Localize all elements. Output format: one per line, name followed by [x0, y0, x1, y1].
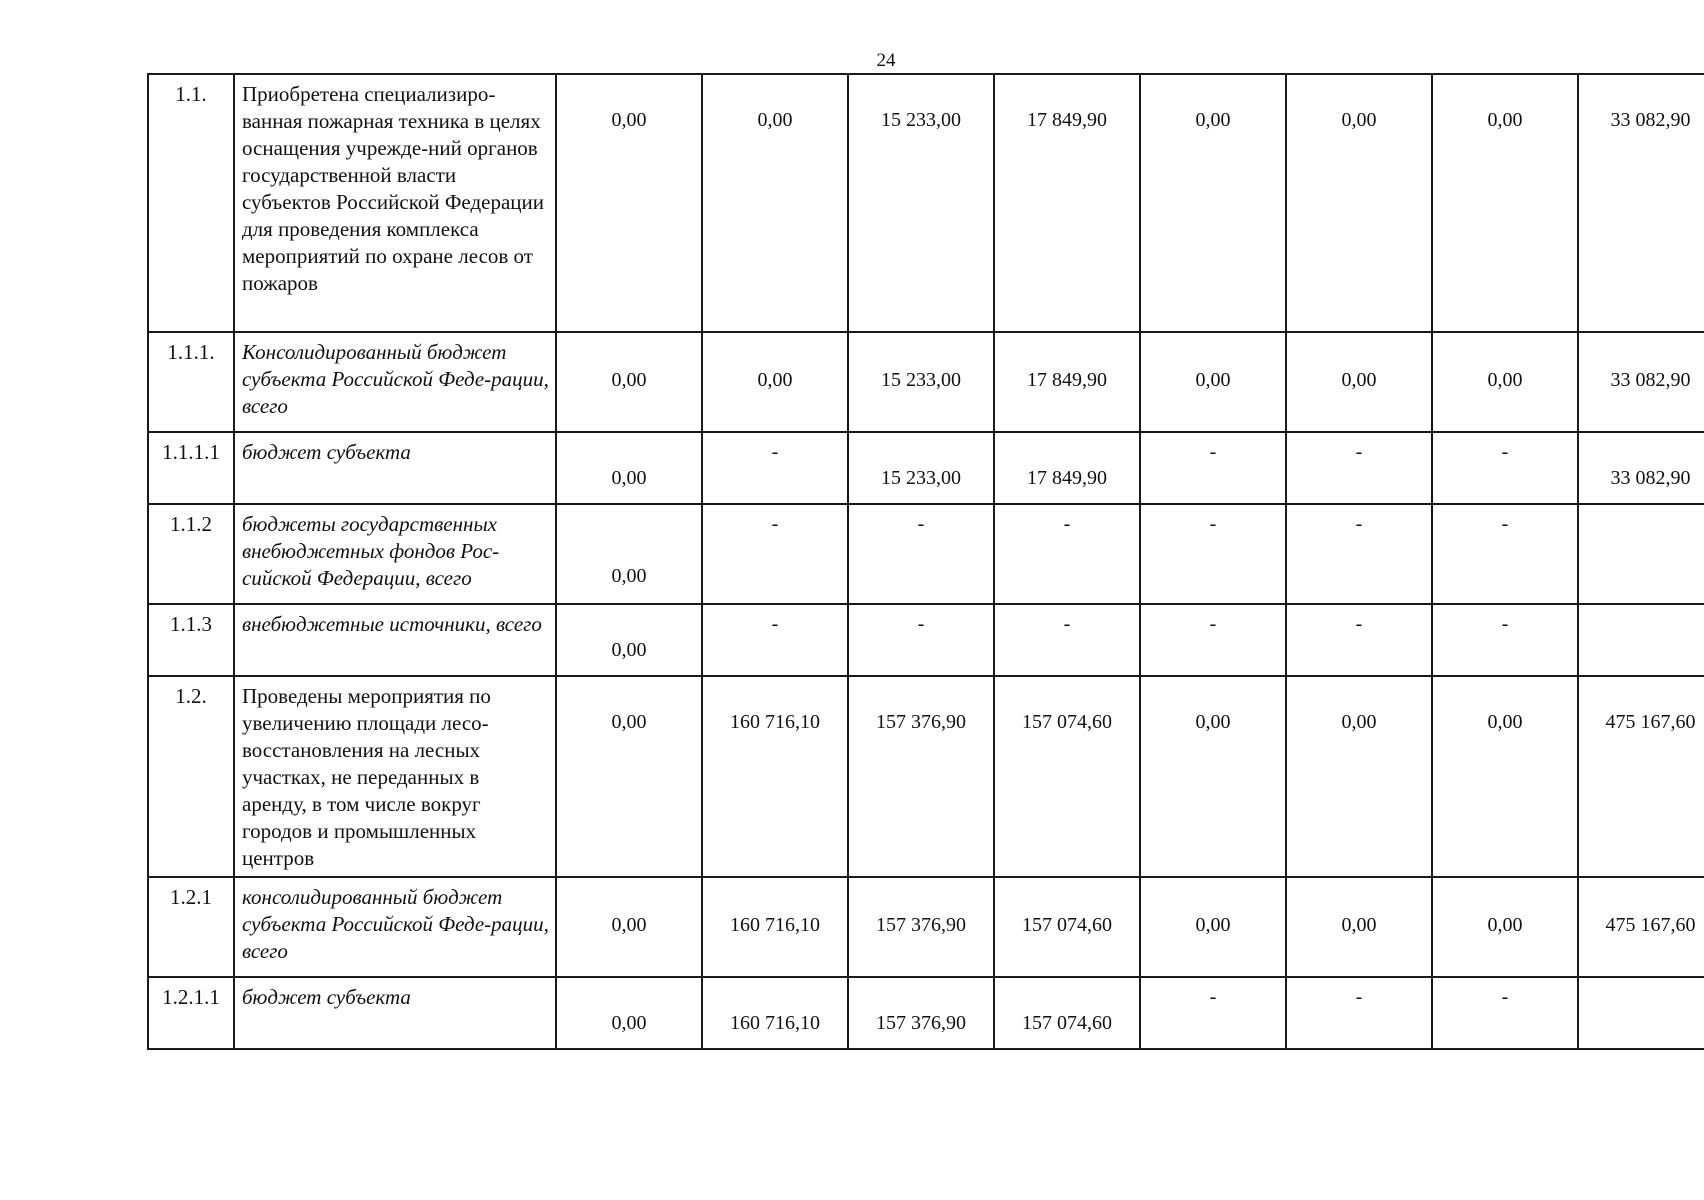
value-cell	[1432, 74, 1578, 332]
value-cell	[994, 74, 1140, 332]
cell-value	[1579, 505, 1704, 511]
value-cell	[702, 504, 848, 604]
cell-value: -	[1355, 613, 1363, 635]
table-body	[148, 74, 1704, 1049]
cell-value	[1579, 978, 1704, 984]
value-cell	[1286, 604, 1432, 676]
value-cell	[994, 432, 1140, 504]
cell-value: 0,00	[611, 565, 647, 587]
value-cell	[994, 977, 1140, 1049]
table-row	[148, 977, 1704, 1049]
value-cell	[1578, 604, 1704, 676]
table-row	[148, 604, 1704, 676]
cell-value: 0,00	[611, 914, 647, 936]
row-description: внебюджетные источники, всего	[234, 604, 556, 676]
cell-value: 160 716,10	[730, 711, 820, 733]
value-cell	[1286, 432, 1432, 504]
value-cell	[994, 504, 1140, 604]
cell-value: 0,00	[1195, 711, 1231, 733]
cell-value: 157 074,60	[1022, 1012, 1112, 1034]
cell-value: 0,00	[1487, 109, 1523, 131]
row-description: бюджет субъекта	[234, 977, 556, 1049]
value-cell	[1286, 504, 1432, 604]
value-cell	[1432, 877, 1578, 977]
cell-value: -	[1355, 513, 1363, 535]
row-description: Проведены мероприятия по увеличению площади лесо-восстановления на лесных участках, не переданных в аренду, в том числе вокруг городов и промышленных центров	[234, 676, 556, 877]
value-cell	[702, 332, 848, 432]
cell-value: 0,00	[757, 369, 793, 391]
cell-value: 0,00	[1487, 369, 1523, 391]
value-cell	[556, 504, 702, 604]
row-number: 1.2.1	[148, 877, 234, 977]
cell-value: -	[771, 441, 779, 463]
value-cell	[1578, 504, 1704, 604]
value-cell	[1286, 74, 1432, 332]
value-cell	[1286, 977, 1432, 1049]
financing-table	[147, 73, 1704, 1050]
value-cell	[556, 432, 702, 504]
cell-value: -	[1501, 986, 1509, 1008]
value-cell	[556, 676, 702, 877]
value-cell	[702, 604, 848, 676]
page-number: 24	[876, 50, 896, 71]
value-cell	[1140, 74, 1286, 332]
value-cell	[848, 504, 994, 604]
cell-value: 17 849,90	[1027, 467, 1107, 489]
cell-value: -	[1355, 986, 1363, 1008]
cell-value: 17 849,90	[1027, 109, 1107, 131]
value-cell	[1140, 332, 1286, 432]
cell-value	[1579, 605, 1704, 611]
value-cell	[1140, 877, 1286, 977]
value-cell	[702, 432, 848, 504]
value-cell	[1140, 676, 1286, 877]
table-row	[148, 504, 1704, 604]
cell-value: 0,00	[611, 711, 647, 733]
table-row	[148, 676, 1704, 877]
cell-value: 0,00	[611, 639, 647, 661]
row-number: 1.2.1.1	[148, 977, 234, 1049]
value-cell	[994, 604, 1140, 676]
cell-value: 0,00	[611, 369, 647, 391]
cell-value: -	[1355, 441, 1363, 463]
value-cell	[702, 74, 848, 332]
cell-value: 0,00	[1341, 369, 1377, 391]
cell-value: 0,00	[611, 109, 647, 131]
value-cell	[1578, 332, 1704, 432]
value-cell	[1286, 877, 1432, 977]
value-cell	[1432, 504, 1578, 604]
value-cell	[556, 977, 702, 1049]
value-cell	[994, 332, 1140, 432]
table-row	[148, 332, 1704, 432]
cell-value: 0,00	[611, 1012, 647, 1034]
table-row	[148, 432, 1704, 504]
value-cell	[848, 332, 994, 432]
value-cell	[848, 74, 994, 332]
cell-value: 157 074,60	[1022, 711, 1112, 733]
value-cell	[1286, 332, 1432, 432]
value-cell	[1578, 432, 1704, 504]
value-cell	[994, 676, 1140, 877]
cell-value: 475 167,60	[1605, 914, 1696, 936]
row-number: 1.1.1.1	[148, 432, 234, 504]
value-cell	[848, 676, 994, 877]
row-number: 1.1.1.	[148, 332, 234, 432]
value-cell	[1578, 877, 1704, 977]
value-cell	[702, 877, 848, 977]
cell-value: 0,00	[1195, 914, 1231, 936]
cell-value: -	[1209, 513, 1217, 535]
cell-value: 15 233,00	[881, 109, 961, 131]
value-cell	[702, 977, 848, 1049]
value-cell	[848, 977, 994, 1049]
cell-value: 0,00	[1195, 109, 1231, 131]
cell-value: -	[1209, 986, 1217, 1008]
cell-value: -	[917, 613, 925, 635]
cell-value: -	[1063, 513, 1071, 535]
cell-value: -	[1501, 613, 1509, 635]
value-cell	[848, 877, 994, 977]
value-cell	[1286, 676, 1432, 877]
value-cell	[1432, 332, 1578, 432]
value-cell	[1432, 432, 1578, 504]
cell-value: 0,00	[1195, 369, 1231, 391]
cell-value: 157 074,60	[1022, 914, 1112, 936]
value-cell	[702, 676, 848, 877]
cell-value: -	[1209, 613, 1217, 635]
cell-value: 33 082,90	[1610, 467, 1691, 489]
value-cell	[1578, 977, 1704, 1049]
cell-value: 157 376,90	[876, 1012, 966, 1034]
value-cell	[848, 432, 994, 504]
value-cell	[556, 74, 702, 332]
cell-value: 17 849,90	[1027, 369, 1107, 391]
row-description: Консолидированный бюджет субъекта Российской Феде-рации, всего	[234, 332, 556, 432]
value-cell	[1140, 977, 1286, 1049]
value-cell	[1578, 74, 1704, 332]
row-number: 1.1.3	[148, 604, 234, 676]
row-description: Приобретена специализиро-ванная пожарная техника в целях оснащения учрежде-ний органов государственной власти субъектов Российской Федерации для проведения комплекса мероприятий по охране лесов от пожаров	[234, 74, 556, 332]
cell-value: 475 167,60	[1605, 711, 1696, 733]
cell-value: -	[1501, 441, 1509, 463]
cell-value: 0,00	[611, 467, 647, 489]
cell-value: -	[771, 613, 779, 635]
value-cell	[556, 332, 702, 432]
cell-value: 33 082,90	[1610, 369, 1691, 391]
cell-value: 157 376,90	[876, 711, 966, 733]
cell-value: 15 233,00	[881, 467, 961, 489]
value-cell	[1140, 504, 1286, 604]
row-number: 1.1.	[148, 74, 234, 332]
table-row	[148, 74, 1704, 332]
value-cell	[848, 604, 994, 676]
row-description: бюджет субъекта	[234, 432, 556, 504]
cell-value: -	[1501, 513, 1509, 535]
value-cell	[1432, 604, 1578, 676]
cell-value: -	[1063, 613, 1071, 635]
cell-value: 160 716,10	[730, 1012, 820, 1034]
cell-value: 160 716,10	[730, 914, 820, 936]
cell-value: -	[1209, 441, 1217, 463]
row-number: 1.1.2	[148, 504, 234, 604]
value-cell	[556, 604, 702, 676]
row-description: консолидированный бюджет субъекта Российской Феде-рации, всего	[234, 877, 556, 977]
cell-value: 0,00	[1487, 914, 1523, 936]
cell-value: 0,00	[1341, 711, 1377, 733]
cell-value: -	[771, 513, 779, 535]
value-cell	[994, 877, 1140, 977]
cell-value: 0,00	[1341, 914, 1377, 936]
cell-value: 0,00	[757, 109, 793, 131]
cell-value: -	[917, 513, 925, 535]
cell-value: 15 233,00	[881, 369, 961, 391]
value-cell	[1140, 432, 1286, 504]
value-cell	[1140, 604, 1286, 676]
row-number: 1.2.	[148, 676, 234, 877]
table-row	[148, 877, 1704, 977]
cell-value: 33 082,90	[1610, 109, 1691, 131]
value-cell	[1432, 977, 1578, 1049]
value-cell	[556, 877, 702, 977]
cell-value: 157 376,90	[876, 914, 966, 936]
value-cell	[1578, 676, 1704, 877]
value-cell	[1432, 676, 1578, 877]
cell-value: 0,00	[1487, 711, 1523, 733]
row-description: бюджеты государственных внебюджетных фондов Рос-сийской Федерации, всего	[234, 504, 556, 604]
cell-value: 0,00	[1341, 109, 1377, 131]
